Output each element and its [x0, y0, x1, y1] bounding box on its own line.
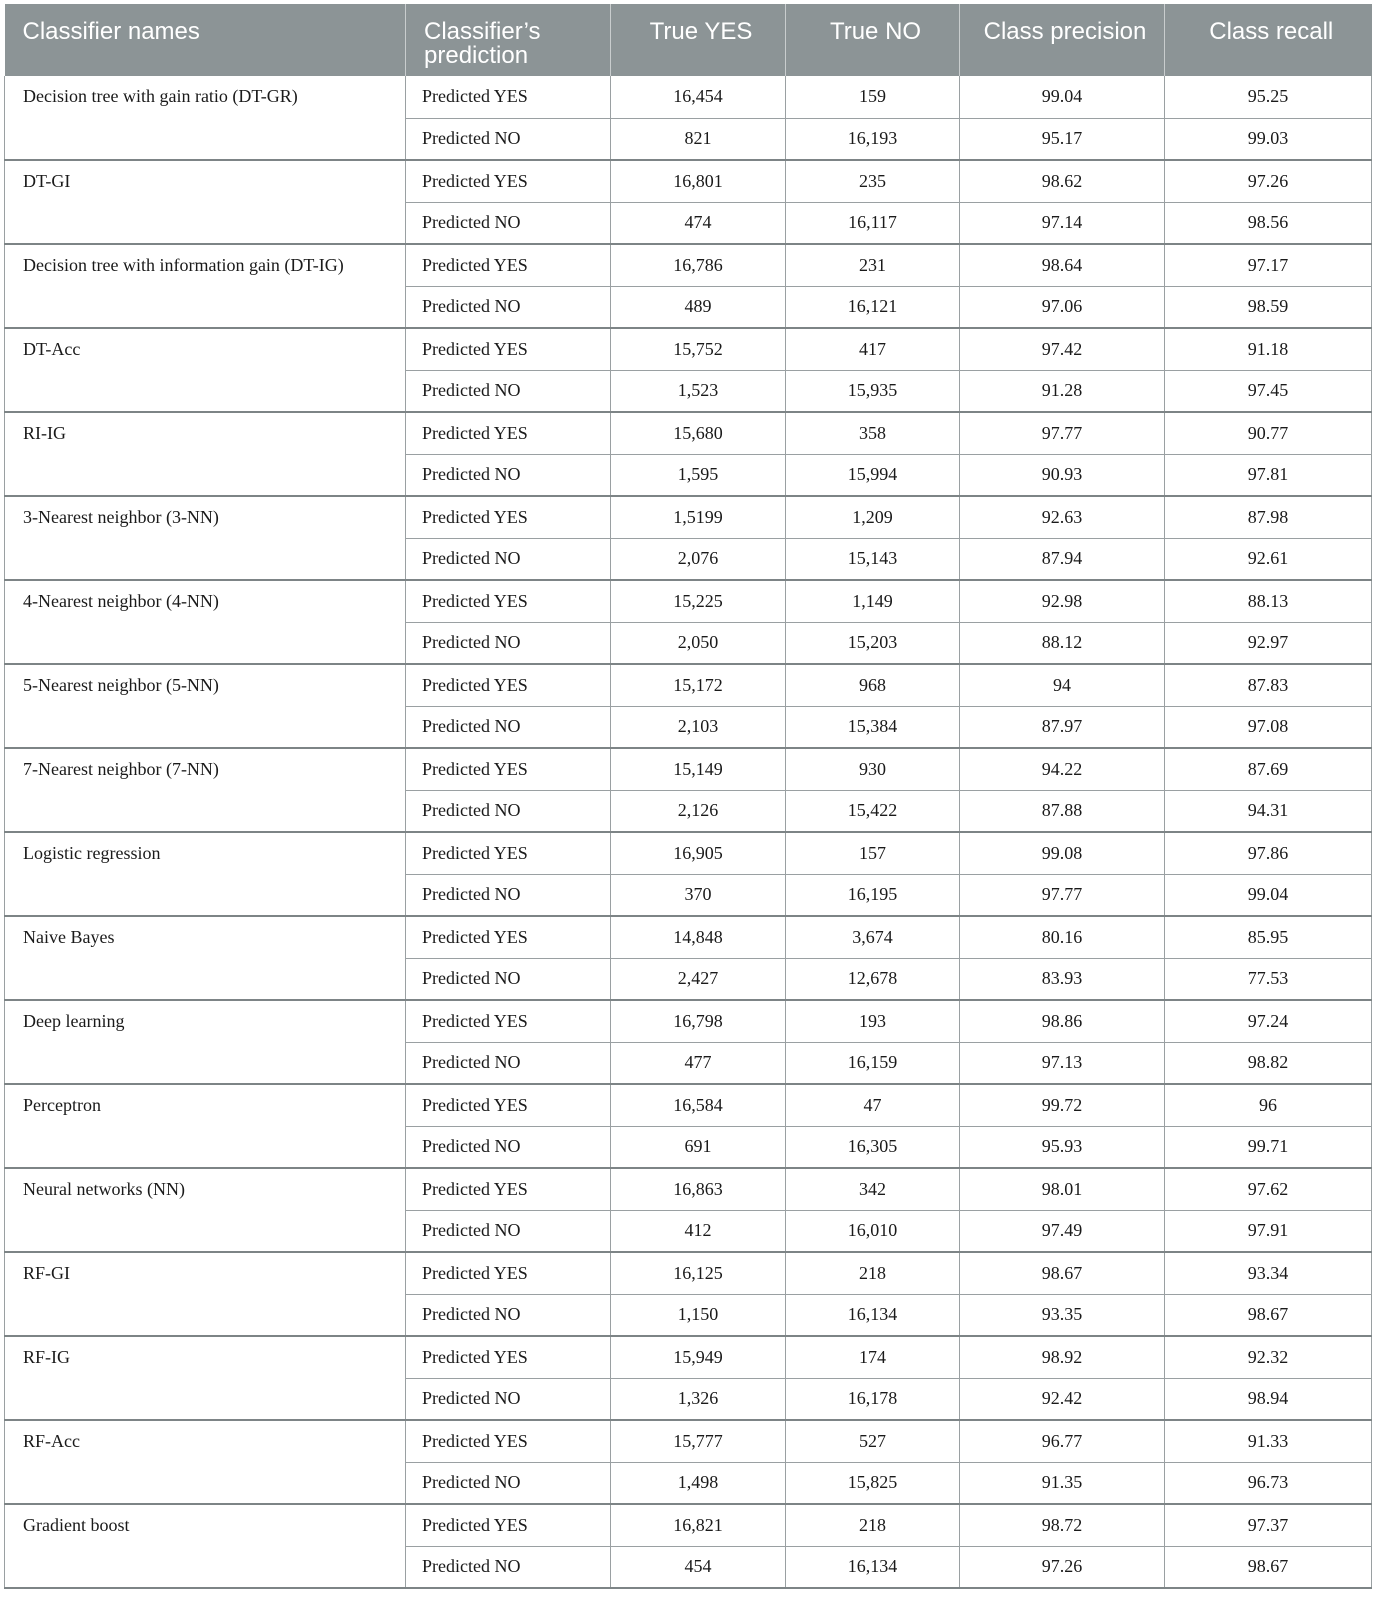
- prediction-cell: Predicted YES: [406, 412, 611, 454]
- true-yes-cell: 2,126: [611, 790, 786, 832]
- true-no-cell: 16,010: [786, 1210, 960, 1252]
- true-yes-cell: 16,584: [611, 1084, 786, 1126]
- true-no-cell: 930: [786, 748, 960, 790]
- classifier-name-cell: RI-IG: [5, 412, 406, 496]
- precision-cell: 98.86: [960, 1000, 1165, 1042]
- true-yes-cell: 477: [611, 1042, 786, 1084]
- recall-cell: 96: [1165, 1084, 1372, 1126]
- true-yes-cell: 16,798: [611, 1000, 786, 1042]
- prediction-cell: Predicted YES: [406, 832, 611, 874]
- recall-cell: 98.82: [1165, 1042, 1372, 1084]
- true-yes-cell: 15,777: [611, 1420, 786, 1462]
- precision-cell: 91.35: [960, 1462, 1165, 1504]
- true-no-cell: 159: [786, 76, 960, 118]
- table-row: [5, 1084, 1372, 1126]
- precision-cell: 98.92: [960, 1336, 1165, 1378]
- classifier-name-cell: Logistic regression: [5, 832, 406, 916]
- recall-cell: 97.37: [1165, 1504, 1372, 1546]
- prediction-cell: Predicted NO: [406, 1126, 611, 1168]
- prediction-cell: Predicted NO: [406, 1294, 611, 1336]
- header-classifier-names: Classifier names: [5, 4, 406, 76]
- classifier-results-table: [4, 4, 1372, 1589]
- true-yes-cell: 15,225: [611, 580, 786, 622]
- precision-cell: 93.35: [960, 1294, 1165, 1336]
- true-yes-cell: 454: [611, 1546, 786, 1588]
- classifier-name-cell: Decision tree with gain ratio (DT-GR): [5, 76, 406, 160]
- recall-cell: 92.32: [1165, 1336, 1372, 1378]
- prediction-cell: Predicted NO: [406, 1378, 611, 1420]
- precision-cell: 91.28: [960, 370, 1165, 412]
- precision-cell: 88.12: [960, 622, 1165, 664]
- precision-cell: 98.64: [960, 244, 1165, 286]
- prediction-cell: Predicted NO: [406, 1462, 611, 1504]
- true-yes-cell: 16,905: [611, 832, 786, 874]
- precision-cell: 97.42: [960, 328, 1165, 370]
- precision-cell: 99.08: [960, 832, 1165, 874]
- true-no-cell: 15,994: [786, 454, 960, 496]
- true-no-cell: 47: [786, 1084, 960, 1126]
- true-yes-cell: 2,427: [611, 958, 786, 1000]
- precision-cell: 92.42: [960, 1378, 1165, 1420]
- prediction-cell: Predicted NO: [406, 202, 611, 244]
- table-header-row: [5, 4, 1372, 76]
- recall-cell: 99.03: [1165, 118, 1372, 160]
- true-yes-cell: 474: [611, 202, 786, 244]
- recall-cell: 87.98: [1165, 496, 1372, 538]
- header-class-precision: Class precision: [960, 4, 1165, 76]
- true-no-cell: 1,209: [786, 496, 960, 538]
- recall-cell: 94.31: [1165, 790, 1372, 832]
- classifier-name-cell: 7-Nearest neighbor (7-NN): [5, 748, 406, 832]
- classifier-name-cell: RF-IG: [5, 1336, 406, 1420]
- true-yes-cell: 15,680: [611, 412, 786, 454]
- table-row: [5, 76, 1372, 118]
- prediction-cell: Predicted YES: [406, 748, 611, 790]
- precision-cell: 97.49: [960, 1210, 1165, 1252]
- recall-cell: 96.73: [1165, 1462, 1372, 1504]
- prediction-cell: Predicted YES: [406, 1504, 611, 1546]
- true-no-cell: 1,149: [786, 580, 960, 622]
- precision-cell: 97.26: [960, 1546, 1165, 1588]
- recall-cell: 99.71: [1165, 1126, 1372, 1168]
- precision-cell: 94: [960, 664, 1165, 706]
- header-true-no: True NO: [786, 4, 960, 76]
- true-yes-cell: 14,848: [611, 916, 786, 958]
- recall-cell: 77.53: [1165, 958, 1372, 1000]
- true-no-cell: 358: [786, 412, 960, 454]
- table-row: [5, 1504, 1372, 1546]
- prediction-cell: Predicted NO: [406, 454, 611, 496]
- table-row: [5, 1420, 1372, 1462]
- true-no-cell: 16,195: [786, 874, 960, 916]
- precision-cell: 98.01: [960, 1168, 1165, 1210]
- prediction-cell: Predicted YES: [406, 1252, 611, 1294]
- recall-cell: 97.17: [1165, 244, 1372, 286]
- recall-cell: 91.18: [1165, 328, 1372, 370]
- recall-cell: 97.26: [1165, 160, 1372, 202]
- precision-cell: 97.06: [960, 286, 1165, 328]
- table-row: [5, 160, 1372, 202]
- recall-cell: 91.33: [1165, 1420, 1372, 1462]
- true-no-cell: 16,159: [786, 1042, 960, 1084]
- true-no-cell: 16,134: [786, 1294, 960, 1336]
- precision-cell: 99.04: [960, 76, 1165, 118]
- precision-cell: 83.93: [960, 958, 1165, 1000]
- precision-cell: 97.77: [960, 874, 1165, 916]
- precision-cell: 95.17: [960, 118, 1165, 160]
- classifier-name-cell: DT-GI: [5, 160, 406, 244]
- prediction-cell: Predicted YES: [406, 328, 611, 370]
- classifier-name-cell: Gradient boost: [5, 1504, 406, 1588]
- true-no-cell: 15,825: [786, 1462, 960, 1504]
- classifier-name-cell: Deep learning: [5, 1000, 406, 1084]
- true-no-cell: 16,178: [786, 1378, 960, 1420]
- classifier-name-cell: Neural networks (NN): [5, 1168, 406, 1252]
- table-row: [5, 1252, 1372, 1294]
- true-yes-cell: 1,326: [611, 1378, 786, 1420]
- true-yes-cell: 16,786: [611, 244, 786, 286]
- true-no-cell: 16,117: [786, 202, 960, 244]
- recall-cell: 97.45: [1165, 370, 1372, 412]
- precision-cell: 95.93: [960, 1126, 1165, 1168]
- precision-cell: 97.77: [960, 412, 1165, 454]
- header-class-recall: Class recall: [1209, 18, 1334, 45]
- true-no-cell: 417: [786, 328, 960, 370]
- classifier-name-cell: RF-GI: [5, 1252, 406, 1336]
- table-row: [5, 244, 1372, 286]
- prediction-cell: Predicted YES: [406, 1420, 611, 1462]
- table-row: [5, 748, 1372, 790]
- recall-cell: 87.83: [1165, 664, 1372, 706]
- true-yes-cell: 2,103: [611, 706, 786, 748]
- table-row: [5, 664, 1372, 706]
- table-row: [5, 328, 1372, 370]
- true-yes-cell: 1,5199: [611, 496, 786, 538]
- classifier-name-cell: DT-Acc: [5, 328, 406, 412]
- precision-cell: 94.22: [960, 748, 1165, 790]
- true-yes-cell: 821: [611, 118, 786, 160]
- true-yes-cell: 16,801: [611, 160, 786, 202]
- true-yes-cell: 16,863: [611, 1168, 786, 1210]
- true-yes-cell: 691: [611, 1126, 786, 1168]
- prediction-cell: Predicted YES: [406, 916, 611, 958]
- recall-cell: 88.13: [1165, 580, 1372, 622]
- true-no-cell: 342: [786, 1168, 960, 1210]
- true-yes-cell: 2,050: [611, 622, 786, 664]
- table-body: [5, 76, 1372, 1588]
- recall-cell: 97.24: [1165, 1000, 1372, 1042]
- true-yes-cell: 16,454: [611, 76, 786, 118]
- prediction-cell: Predicted NO: [406, 790, 611, 832]
- table-row: [5, 916, 1372, 958]
- table-row: [5, 832, 1372, 874]
- prediction-cell: Predicted YES: [406, 496, 611, 538]
- true-yes-cell: 1,523: [611, 370, 786, 412]
- true-no-cell: 15,384: [786, 706, 960, 748]
- recall-cell: 99.04: [1165, 874, 1372, 916]
- true-yes-cell: 412: [611, 1210, 786, 1252]
- classifier-name-cell: Perceptron: [5, 1084, 406, 1168]
- recall-cell: 97.91: [1165, 1210, 1372, 1252]
- true-no-cell: 218: [786, 1252, 960, 1294]
- true-no-cell: 16,121: [786, 286, 960, 328]
- header-prediction: Classifier’s prediction: [406, 4, 611, 76]
- prediction-cell: Predicted NO: [406, 1546, 611, 1588]
- precision-cell: 99.72: [960, 1084, 1165, 1126]
- recall-cell: 92.97: [1165, 622, 1372, 664]
- prediction-cell: Predicted NO: [406, 1042, 611, 1084]
- true-yes-cell: 15,149: [611, 748, 786, 790]
- true-no-cell: 15,422: [786, 790, 960, 832]
- prediction-cell: Predicted NO: [406, 370, 611, 412]
- precision-cell: 97.13: [960, 1042, 1165, 1084]
- classifier-name-cell: Naive Bayes: [5, 916, 406, 1000]
- precision-cell: 87.94: [960, 538, 1165, 580]
- prediction-cell: Predicted NO: [406, 538, 611, 580]
- precision-cell: 96.77: [960, 1420, 1165, 1462]
- prediction-cell: Predicted NO: [406, 1210, 611, 1252]
- recall-cell: 97.81: [1165, 454, 1372, 496]
- true-yes-cell: 15,172: [611, 664, 786, 706]
- recall-cell: 97.08: [1165, 706, 1372, 748]
- true-no-cell: 193: [786, 1000, 960, 1042]
- true-yes-cell: 1,150: [611, 1294, 786, 1336]
- true-no-cell: 174: [786, 1336, 960, 1378]
- recall-cell: 98.56: [1165, 202, 1372, 244]
- prediction-cell: Predicted YES: [406, 1000, 611, 1042]
- precision-cell: 98.62: [960, 160, 1165, 202]
- prediction-cell: Predicted YES: [406, 580, 611, 622]
- table-row: [5, 1000, 1372, 1042]
- true-yes-cell: 16,125: [611, 1252, 786, 1294]
- true-no-cell: 968: [786, 664, 960, 706]
- classifier-name-cell: 5-Nearest neighbor (5-NN): [5, 664, 406, 748]
- table-row: [5, 496, 1372, 538]
- true-no-cell: 16,305: [786, 1126, 960, 1168]
- prediction-cell: Predicted YES: [406, 664, 611, 706]
- recall-cell: 95.25: [1165, 76, 1372, 118]
- true-yes-cell: 370: [611, 874, 786, 916]
- recall-cell: 98.67: [1165, 1294, 1372, 1336]
- true-no-cell: 231: [786, 244, 960, 286]
- header-true-yes: True YES: [611, 4, 786, 76]
- prediction-cell: Predicted YES: [406, 1168, 611, 1210]
- recall-cell: 85.95: [1165, 916, 1372, 958]
- true-no-cell: 218: [786, 1504, 960, 1546]
- precision-cell: 97.14: [960, 202, 1165, 244]
- true-yes-cell: 1,498: [611, 1462, 786, 1504]
- table-row: [5, 580, 1372, 622]
- true-yes-cell: 16,821: [611, 1504, 786, 1546]
- true-no-cell: 15,143: [786, 538, 960, 580]
- recall-cell: 98.59: [1165, 286, 1372, 328]
- recall-cell: 87.69: [1165, 748, 1372, 790]
- classifier-name-cell: RF-Acc: [5, 1420, 406, 1504]
- table-row: [5, 1336, 1372, 1378]
- precision-cell: 87.97: [960, 706, 1165, 748]
- classifier-name-cell: 4-Nearest neighbor (4-NN): [5, 580, 406, 664]
- classifier-name-cell: Decision tree with information gain (DT-IG): [5, 244, 406, 328]
- true-yes-cell: 15,752: [611, 328, 786, 370]
- true-yes-cell: 2,076: [611, 538, 786, 580]
- true-no-cell: 157: [786, 832, 960, 874]
- precision-cell: 92.63: [960, 496, 1165, 538]
- precision-cell: 90.93: [960, 454, 1165, 496]
- classifier-name-cell: 3-Nearest neighbor (3-NN): [5, 496, 406, 580]
- precision-cell: 92.98: [960, 580, 1165, 622]
- precision-cell: 87.88: [960, 790, 1165, 832]
- true-no-cell: 16,193: [786, 118, 960, 160]
- true-no-cell: 235: [786, 160, 960, 202]
- prediction-cell: Predicted YES: [406, 1336, 611, 1378]
- precision-cell: 98.67: [960, 1252, 1165, 1294]
- prediction-cell: Predicted YES: [406, 1084, 611, 1126]
- prediction-cell: Predicted NO: [406, 706, 611, 748]
- true-no-cell: 12,678: [786, 958, 960, 1000]
- prediction-cell: Predicted YES: [406, 244, 611, 286]
- prediction-cell: Predicted NO: [406, 622, 611, 664]
- prediction-cell: Predicted YES: [406, 76, 611, 118]
- true-no-cell: 15,935: [786, 370, 960, 412]
- true-yes-cell: 15,949: [611, 1336, 786, 1378]
- recall-cell: 90.77: [1165, 412, 1372, 454]
- results-table-container: [4, 4, 1371, 1589]
- precision-cell: 98.72: [960, 1504, 1165, 1546]
- prediction-cell: Predicted NO: [406, 958, 611, 1000]
- recall-cell: 97.62: [1165, 1168, 1372, 1210]
- prediction-cell: Predicted NO: [406, 118, 611, 160]
- recall-cell: 98.94: [1165, 1378, 1372, 1420]
- true-no-cell: 527: [786, 1420, 960, 1462]
- true-no-cell: 16,134: [786, 1546, 960, 1588]
- prediction-cell: Predicted NO: [406, 874, 611, 916]
- recall-cell: 92.61: [1165, 538, 1372, 580]
- true-no-cell: 15,203: [786, 622, 960, 664]
- prediction-cell: Predicted NO: [406, 286, 611, 328]
- true-yes-cell: 489: [611, 286, 786, 328]
- true-no-cell: 3,674: [786, 916, 960, 958]
- true-yes-cell: 1,595: [611, 454, 786, 496]
- recall-cell: 97.86: [1165, 832, 1372, 874]
- table-row: [5, 1168, 1372, 1210]
- table-row: [5, 412, 1372, 454]
- recall-cell: 98.67: [1165, 1546, 1372, 1588]
- recall-cell: 93.34: [1165, 1252, 1372, 1294]
- prediction-cell: Predicted YES: [406, 160, 611, 202]
- precision-cell: 80.16: [960, 916, 1165, 958]
